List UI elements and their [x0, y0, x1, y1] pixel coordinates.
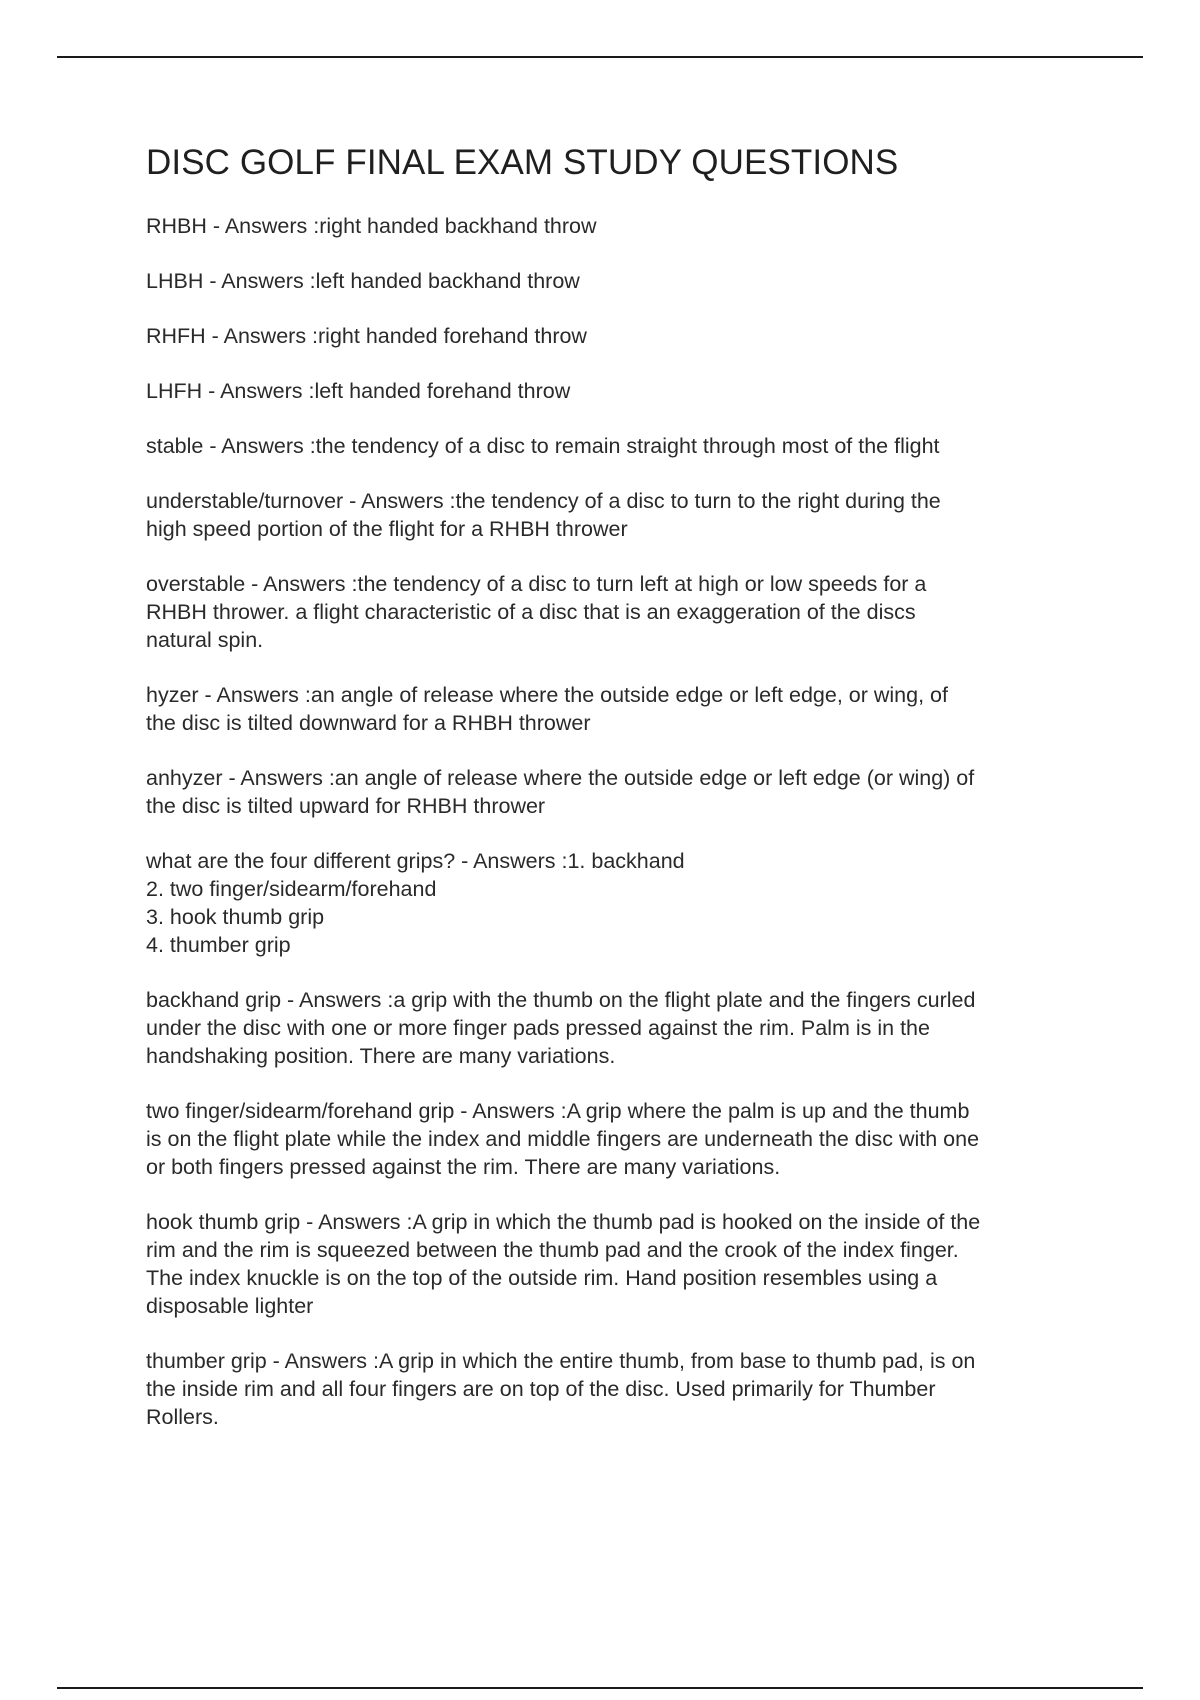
entry-backhand-grip: backhand grip - Answers :a grip with the thumb on the flight plate and the fingers curled under the disc with one or more finger pads pressed against the rim. Palm is in the handshaking position. There are many variations.	[146, 988, 976, 1068]
page-title: DISC GOLF FINAL EXAM STUDY QUESTIONS	[146, 143, 899, 182]
entry-anhyzer: anhyzer - Answers :an angle of release where the outside edge or left edge (or wing) of the disc is tilted upward for RHBH thrower	[146, 766, 975, 818]
document-body	[146, 140, 1096, 1458]
entry-lhbh: LHBH - Answers :left handed backhand throw	[146, 269, 580, 293]
entry-rhbh: RHBH - Answers :right handed backhand throw	[146, 214, 597, 238]
entry-hook-thumb-grip: hook thumb grip - Answers :A grip in which the thumb pad is hooked on the inside of the rim and the rim is squeezed between the thumb pad and the crook of the index finger. The index knuckle is on the top of the outside rim. Hand position resembles using a disposable lighter	[146, 1210, 981, 1318]
entry-rhfh: RHFH - Answers :right handed forehand throw	[146, 324, 587, 348]
entry-two-finger-grip: two finger/sidearm/forehand grip - Answers :A grip where the palm is up and the thumb is on the flight plate while the index and middle fingers are underneath the disc with one or both fingers pressed against the rim. There are many variations.	[146, 1099, 980, 1179]
entry-stable: stable - Answers :the tendency of a disc to remain straight through most of the flight	[146, 434, 940, 458]
entry-four-grips: what are the four different grips? - Answers :1. backhand 2. two finger/sidearm/forehand 3. hook thumb grip 4. thumber grip	[146, 849, 685, 957]
entry-hyzer: hyzer - Answers :an angle of release where the outside edge or left edge, or wing, of the disc is tilted downward for a RHBH thrower	[146, 683, 948, 735]
entry-thumber-grip: thumber grip - Answers :A grip in which the entire thumb, from base to thumb pad, is on the inside rim and all four fingers are on top of the disc. Used primarily for Thumber Rollers.	[146, 1349, 976, 1429]
bottom-divider	[57, 1687, 1143, 1689]
top-divider	[57, 56, 1143, 58]
entry-overstable: overstable - Answers :the tendency of a disc to turn left at high or low speeds for a RHBH thrower. a flight characteristic of a disc that is an exaggeration of the discs natural spin.	[146, 572, 927, 652]
entry-understable: understable/turnover - Answers :the tendency of a disc to turn to the right during the high speed portion of the flight for a RHBH thrower	[146, 489, 941, 541]
entry-lhfh: LHFH - Answers :left handed forehand throw	[146, 379, 571, 403]
